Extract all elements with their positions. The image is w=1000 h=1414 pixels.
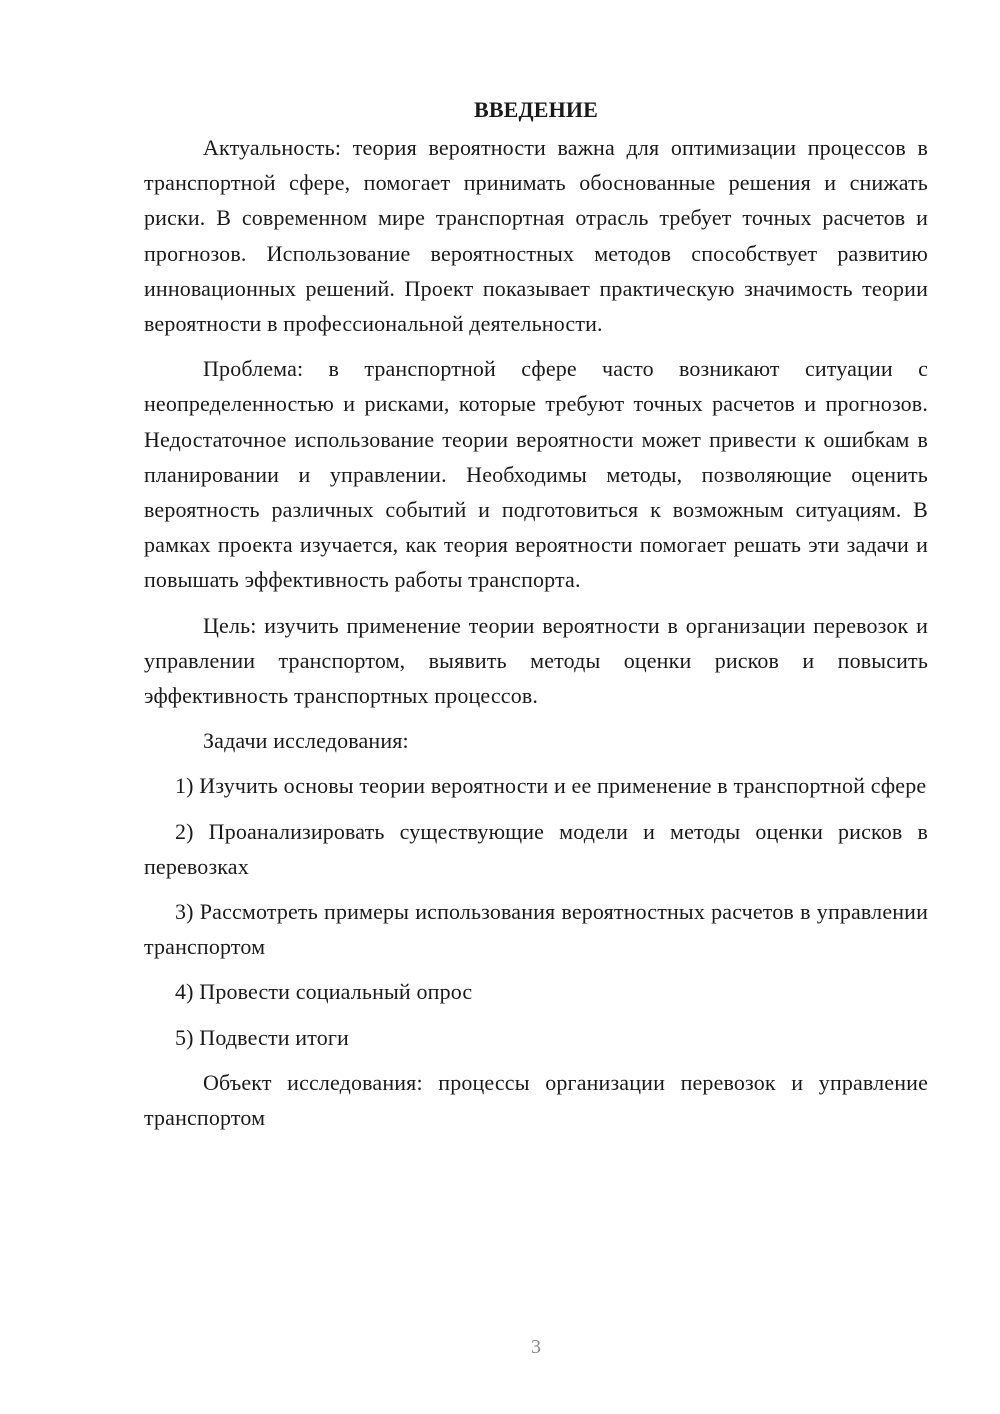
tasks-title: Задачи исследования: [203, 728, 409, 754]
page-content [144, 92, 928, 1135]
task-item: 2) Проанализировать существующие модели и методы оценки рисков в перевозках [144, 818, 928, 879]
relevance-paragraph: Актуальность: теория вероятности важна для оптимизации процессов в транспортной сфере, помогает принимать обоснованные решения и снижать риски. В современном мире транспортная отрасль требует точных расчетов и прогнозов. Использование вероятностных методов способствует развитию инновационных решений. Проект показывает практическую значимость теории вероятности в профессиональной деятельности. [144, 135, 928, 337]
task-item: 4) Провести социальный опрос [175, 979, 473, 1005]
task-item: 1) Изучить основы теории вероятности и ее применение в транспортной сфере [175, 773, 927, 799]
section-heading: ВВЕДЕНИЕ [474, 97, 598, 122]
goal-paragraph: Цель: изучить применение теории вероятности в организации перевозок и управлении транспортом, выявить методы оценки рисков и повысить эффективность транспортных процессов. [144, 612, 928, 709]
page-number: 3 [531, 1336, 541, 1358]
object-paragraph: Объект исследования: процессы организации перевозок и управление транспортом [144, 1069, 928, 1131]
task-item: 3) Рассмотреть примеры использования вероятностных расчетов в управлении транспортом [144, 899, 928, 960]
task-item: 5) Подвести итоги [175, 1024, 349, 1050]
problem-paragraph: Проблема: в транспортной сфере часто возникают ситуации с неопределенностью и рисками, которые требуют точных расчетов и прогнозов. Недостаточное использование теории вероятности может привести к ошибкам в планировании и управлении. Необходимы методы, позволяющие оценить вероятность различных событий и подготовиться к возможным ситуациям. В рамках проекта изучается, как теория вероятности помогает решать эти задачи и повышать эффективность работы транспорта. [144, 356, 928, 593]
